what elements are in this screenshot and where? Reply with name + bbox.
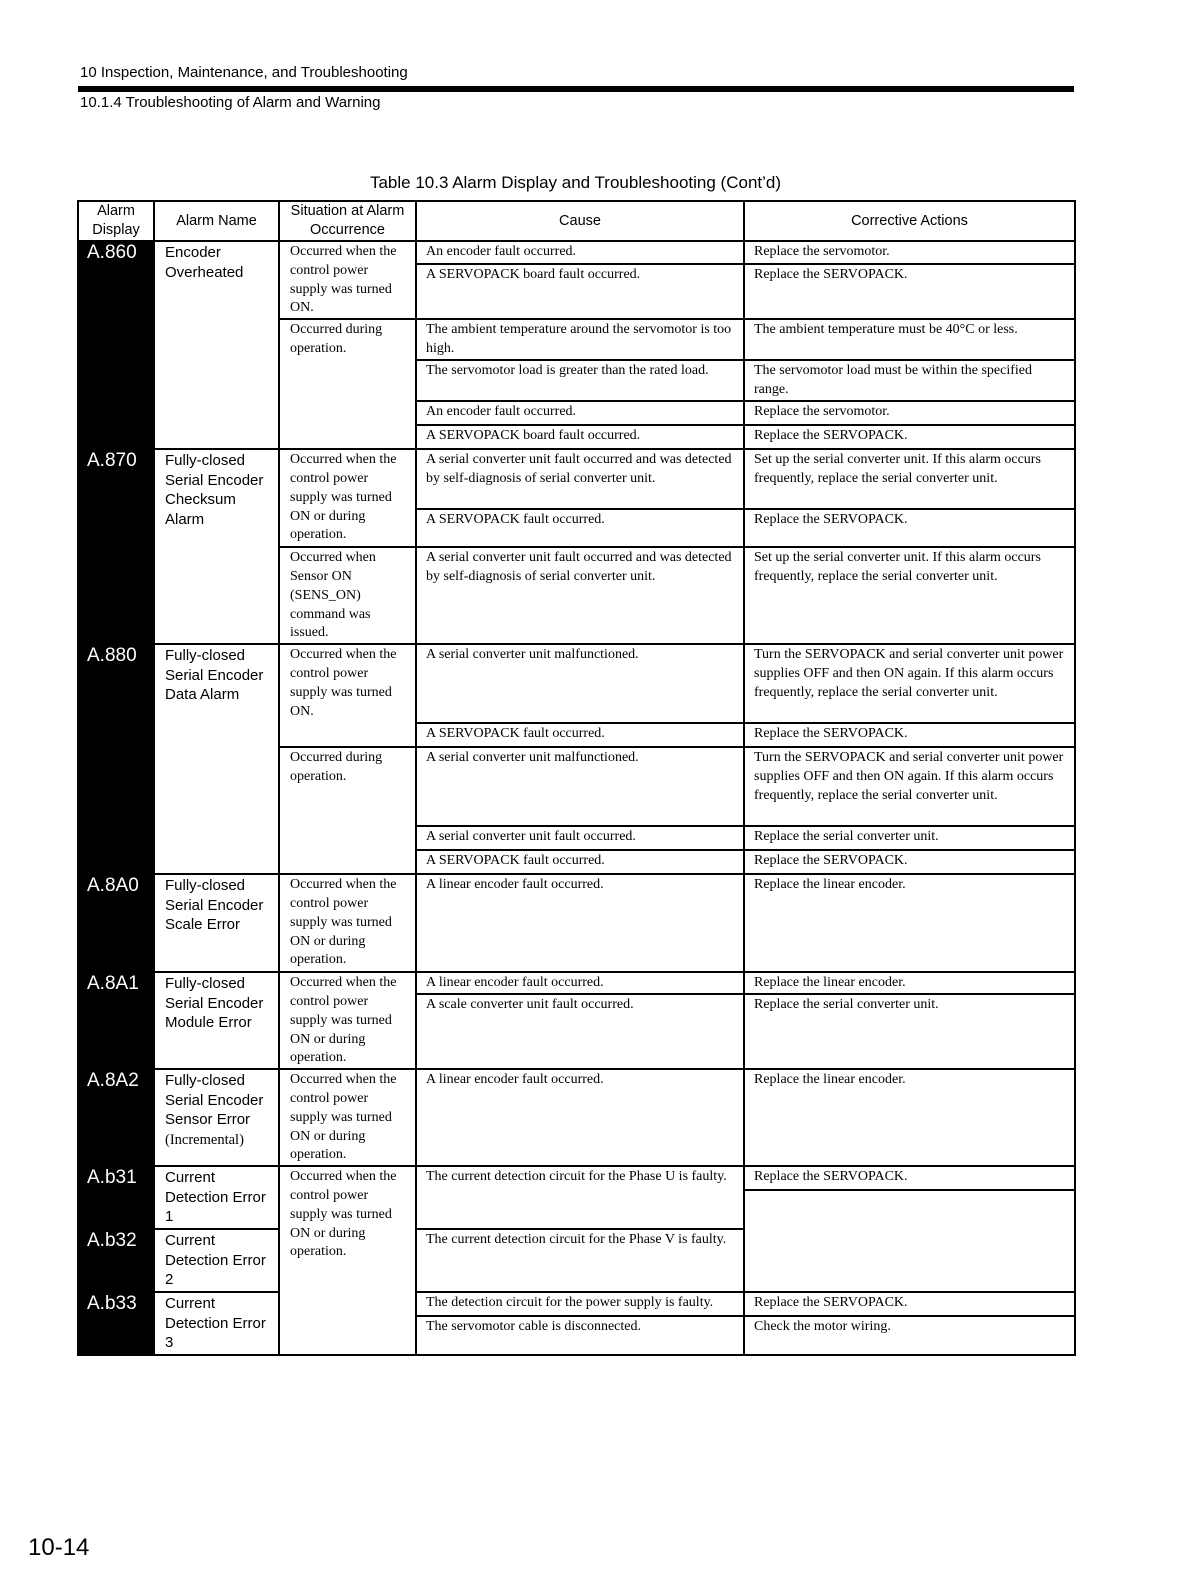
- situation-cell: Occurred during operation.: [279, 319, 416, 449]
- cause-cell: A linear encoder fault occurred.: [416, 1069, 744, 1166]
- alarm-code: A.8A0: [78, 874, 154, 972]
- situation-cell: Occurred when the control power supply was turned ON or during operation.: [279, 449, 416, 547]
- cause-cell: The current detection circuit for the Phase U is faulty.: [416, 1166, 744, 1229]
- alarm-name: Current Detection Error 2: [154, 1229, 279, 1292]
- action-cell: Replace the SERVOPACK.: [744, 850, 1075, 874]
- action-cell: Turn the SERVOPACK and serial converter unit power supplies OFF and then ON again. If this alarm occurs frequently, replace the serial converter unit.: [744, 747, 1075, 826]
- alarm-code: A.8A2: [78, 1069, 154, 1166]
- cause-cell: A serial converter unit fault occurred and was detected by self-diagnosis of serial converter unit.: [416, 449, 744, 509]
- alarm-code: A.b31: [78, 1166, 154, 1229]
- cause-cell: A scale converter unit fault occurred.: [416, 994, 744, 1069]
- cause-cell: A SERVOPACK fault occurred.: [416, 509, 744, 547]
- alarm-code: A.b32: [78, 1229, 154, 1292]
- table-row: [78, 1069, 1075, 1166]
- col-cause: Cause: [416, 201, 744, 241]
- alarm-code: A.8A1: [78, 972, 154, 1069]
- action-cell: The ambient temperature must be 40°C or less.: [744, 319, 1075, 360]
- action-cell: Replace the linear encoder.: [744, 874, 1075, 972]
- action-cell: Replace the serial converter unit.: [744, 826, 1075, 850]
- alarm-name: Fully-closed Serial Encoder Scale Error: [154, 874, 279, 972]
- action-cell: Check the motor wiring.: [744, 1316, 1075, 1355]
- cause-cell: An encoder fault occurred.: [416, 241, 744, 264]
- alarm-code: A.860: [78, 241, 154, 449]
- cause-cell: The current detection circuit for the Phase V is faulty.: [416, 1229, 744, 1292]
- header-rule: [78, 86, 1074, 92]
- cause-cell: A serial converter unit fault occurred.: [416, 826, 744, 850]
- cause-cell: A linear encoder fault occurred.: [416, 874, 744, 972]
- alarm-name: Fully-closed Serial Encoder Sensor Error (Incremental): [154, 1069, 279, 1166]
- cause-cell: The ambient temperature around the servomotor is too high.: [416, 319, 744, 360]
- alarm-name: Current Detection Error 1: [154, 1166, 279, 1229]
- alarm-table: [77, 200, 1076, 1356]
- action-cell: Replace the serial converter unit.: [744, 994, 1075, 1069]
- situation-cell: Occurred when Sensor ON (SENS_ON) command was issued.: [279, 547, 416, 644]
- action-cell: Set up the serial converter unit. If this alarm occurs frequently, replace the serial converter unit.: [744, 449, 1075, 509]
- cause-cell: A serial converter unit malfunctioned.: [416, 644, 744, 723]
- cause-cell: The detection circuit for the power supply is faulty.: [416, 1292, 744, 1316]
- cause-cell: A SERVOPACK board fault occurred.: [416, 264, 744, 319]
- col-situation: Situation at Alarm Occurrence: [279, 201, 416, 241]
- action-cell: [744, 1190, 1075, 1292]
- alarm-code: A.870: [78, 449, 154, 644]
- action-cell: The servomotor load must be within the specified range.: [744, 360, 1075, 401]
- situation-cell: Occurred when the control power supply was turned ON or during operation.: [279, 972, 416, 1069]
- table-row: [78, 874, 1075, 972]
- table-row: [78, 1292, 1075, 1316]
- cause-cell: A SERVOPACK fault occurred.: [416, 723, 744, 747]
- situation-cell: Occurred when the control power supply was turned ON or during operation.: [279, 1166, 416, 1355]
- cause-cell: A linear encoder fault occurred.: [416, 972, 744, 994]
- action-cell: Replace the SERVOPACK.: [744, 723, 1075, 747]
- action-cell: Replace the SERVOPACK.: [744, 425, 1075, 449]
- cause-cell: A serial converter unit fault occurred and was detected by self-diagnosis of serial converter unit.: [416, 547, 744, 644]
- situation-cell: Occurred when the control power supply was turned ON or during operation.: [279, 874, 416, 972]
- situation-cell: Occurred when the control power supply was turned ON or during operation.: [279, 1069, 416, 1166]
- table-caption: Table 10.3 Alarm Display and Troubleshooting (Cont’d): [369, 173, 782, 192]
- table-row: [78, 972, 1075, 994]
- table-row: [78, 1166, 1075, 1190]
- action-cell: Replace the linear encoder.: [744, 1069, 1075, 1166]
- alarm-code: A.b33: [78, 1292, 154, 1355]
- table-row: [78, 644, 1075, 723]
- cause-cell: A SERVOPACK fault occurred.: [416, 850, 744, 874]
- alarm-name: Encoder Overheated: [154, 241, 279, 449]
- col-alarm-name: Alarm Name: [154, 201, 279, 241]
- action-cell: Turn the SERVOPACK and serial converter unit power supplies OFF and then ON again. If this alarm occurs frequently, replace the serial converter unit.: [744, 644, 1075, 723]
- situation-cell: Occurred when the control power supply was turned ON.: [279, 644, 416, 747]
- action-cell: Replace the servomotor.: [744, 241, 1075, 264]
- section-header: 10.1.4 Troubleshooting of Alarm and Warning: [80, 94, 381, 111]
- alarm-name: Fully-closed Serial Encoder Data Alarm: [154, 644, 279, 874]
- table-header-row: [78, 201, 1075, 241]
- col-actions: Corrective Actions: [744, 201, 1075, 241]
- cause-cell: The servomotor cable is disconnected.: [416, 1316, 744, 1355]
- action-cell: Replace the SERVOPACK.: [744, 509, 1075, 547]
- col-alarm-display: Alarm Display: [78, 201, 154, 241]
- alarm-code: A.880: [78, 644, 154, 874]
- table-row: [78, 241, 1075, 264]
- table-row: [78, 449, 1075, 509]
- action-cell: Replace the SERVOPACK.: [744, 1166, 1075, 1190]
- cause-cell: A serial converter unit malfunctioned.: [416, 747, 744, 826]
- situation-cell: Occurred during operation.: [279, 747, 416, 874]
- action-cell: Replace the SERVOPACK.: [744, 1292, 1075, 1316]
- cause-cell: An encoder fault occurred.: [416, 401, 744, 425]
- action-cell: Replace the SERVOPACK.: [744, 264, 1075, 319]
- alarm-name: Fully-closed Serial Encoder Module Error: [154, 972, 279, 1069]
- cause-cell: The servomotor load is greater than the rated load.: [416, 360, 744, 401]
- action-cell: Replace the servomotor.: [744, 401, 1075, 425]
- alarm-name: Fully-closed Serial Encoder Checksum Alarm: [154, 449, 279, 644]
- alarm-name: Current Detection Error 3: [154, 1292, 279, 1355]
- page-number: 10-14: [28, 1534, 90, 1561]
- chapter-header: 10 Inspection, Maintenance, and Troubleshooting: [80, 64, 408, 81]
- action-cell: Set up the serial converter unit. If this alarm occurs frequently, replace the serial converter unit.: [744, 547, 1075, 644]
- action-cell: Replace the linear encoder.: [744, 972, 1075, 994]
- cause-cell: A SERVOPACK board fault occurred.: [416, 425, 744, 449]
- situation-cell: Occurred when the control power supply was turned ON.: [279, 241, 416, 319]
